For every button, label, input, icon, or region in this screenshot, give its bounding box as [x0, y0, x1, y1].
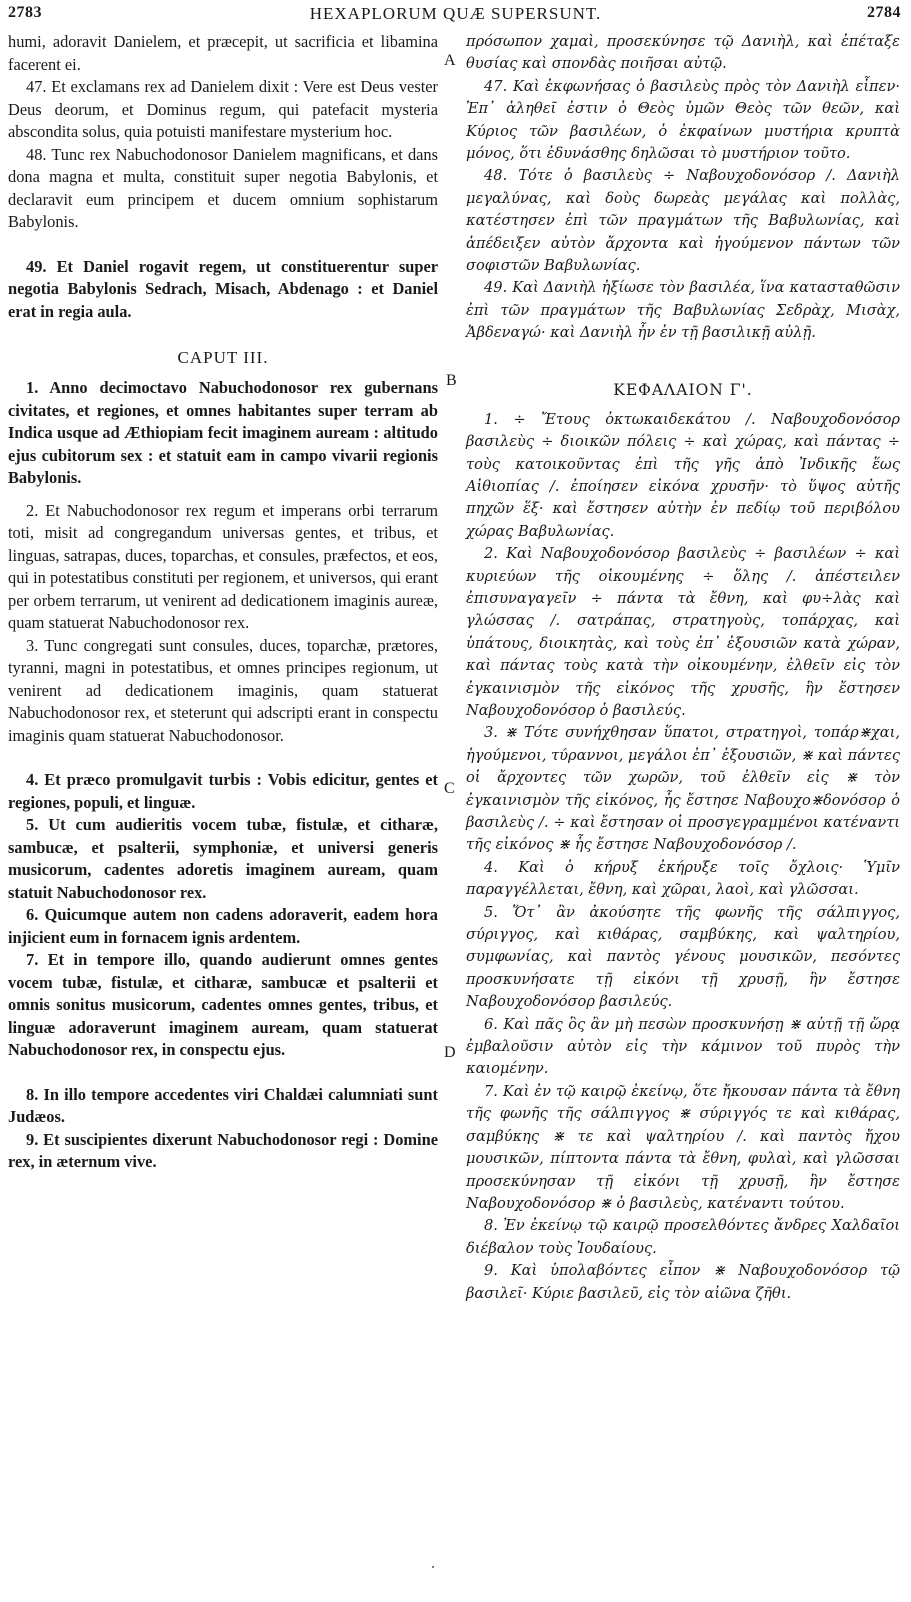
latin-verse-6: 6. Quicumque autem non cadens adoraverit, eadem hora injicient eum in fornacem ignis ardentem. — [8, 905, 438, 947]
margin-letter-c: C — [444, 780, 455, 797]
greek-verse-47: 47. Καὶ ἐκφωνήσας ὁ βασιλεὺς πρὸς τὸν Δανιὴλ εἶπεν· Ἐπ᾽ ἀληθεῖ ἐστιν ὁ Θεὸς ὑμῶν Θεὸς τῶν θεῶν, καὶ Κύριος τῶν βασιλέων, ὁ ἐκφαίνων μυστήρια κρυπτὰ μόνος, ὅτι ἐδυνάσθης δηλῶσαι τὸ μυστήριον τοῦτο. — [466, 77, 900, 163]
greek-verse-9: 9. Καὶ ὑπολαβόντες εἶπον ⋇ Ναβουχοδονόσορ τῷ βασιλεῖ· Κύριε βασιλεῦ, εἰς τὸν αἰῶνα ζῆθι. — [466, 1262, 900, 1302]
latin-verse-8: 8. In illo tempore accedentes viri Chaldæi calumniati sunt Judæos. — [8, 1084, 438, 1126]
latin-verse-4: 4. Et præco promulgavit turbis : Vobis edicitur, gentes et regiones, populi, et linguæ. — [8, 770, 438, 812]
greek-verse-1: 1. ÷ Ἔτους ὀκτωκαιδεκάτου /. Ναβουχοδονόσορ βασιλεὺς ÷ διοικῶν πόλεις ÷ καὶ χώρας, καὶ πάντας ÷ τοὺς κατοικοῦντας ἐπὶ τῆς γῆς ἀπὸ Ἰνδικῆς ἕως Αἰθιοπίας /. ἐποίησεν εἰκόνα χρυσῆν· τὸ ὕψος αὐτῆς πηχῶν ἕξ· καὶ ἔστησεν αὐτὴν ἐν πεδίῳ τοῦ περιβόλου χώρας Βαβυλωνίας. — [466, 410, 900, 540]
latin-verse-48: 48. Tunc rex Nabuchodonosor Danielem magnificans, et dans dona magna et multa, constituit super negotia Babylonis, et declaravit eum principem et ducem omnium sophistarum Babylonis. — [8, 144, 438, 231]
greek-verse-5: 5. Ὅτ᾽ ἂν ἀκούσητε τῆς φωνῆς τῆς σάλπιγγος, σύριγγος, καὶ κιθάρας, σαμβύκης, καὶ ψαλτηρίου, συμφωνίας, καὶ παντὸς γένους μουσικῶν, πεσόντες προσκυνήσατε τῇ εἰκόνι τῇ χρυσῇ, ἣν ἔστησε Ναβουχοδονόσορ βασιλεύς. — [466, 903, 900, 1011]
latin-verse-5: 5. Ut cum audieritis vocem tubæ, fistulæ, et citharæ, sambucæ, et psalterii, symphoniæ, et universi generis musicorum, cadentes adoretis imaginem auream, quam statuit Nabuchodonosor rex. — [8, 815, 438, 902]
greek-chapter-heading: ΚΕΦΑΛΑΙΟΝ Γ'. — [613, 380, 753, 399]
latin-paragraph: humi, adoravit Danielem, et præcepit, ut sacrificia et libamina facerent ei. — [8, 32, 438, 74]
stray-dot — [432, 1566, 434, 1568]
greek-verse-2: 2. Καὶ Ναβουχοδονόσορ βασιλεὺς ÷ βασιλέων ÷ καὶ κυριεύων τῆς οἰκουμένης ÷ ὅλης /. ἀπέστειλεν ἐπισυναγαγεῖν ÷ πάντα τὰ ἔθνη, καὶ φυ÷λὰς καὶ γλώσσας /. σατράπας, στρατηγοὺς, τοπάρχας, καὶ ὑπάτους, διοικητὰς, καὶ τοὺς ἐπ᾽ ἐξουσιῶν κατὰ χώραν, καὶ πάντας τοὺς κατὰ τὴν οἰκουμένην, ἐλθεῖν εἰς τὸν ἐγκαινισμὸν τῆς εἰκόνος τῆς χρυσῆς, ἣν ἔστησεν Ναβουχοδονόσορ ὁ βασιλεύς. — [466, 545, 900, 719]
latin-verse-2: 2. Et Nabuchodonosor rex regum et imperans orbi terrarum toti, misit ad congregandum universas gentes, et tribus, et linguas, satrapas, duces, toparchas, et consules, præfectos, et eos, qui in potestatibus constituti per regionem, et universos, qui erant per orbem terrarum, ut venirent ad dedicationem imaginis aureæ, quam statuerat Nabuchodonosor rex. — [8, 500, 438, 632]
margin-letter-d: D — [444, 1044, 456, 1061]
greek-verse-4: 4. Καὶ ὁ κήρυξ ἐκήρυξε τοῖς ὄχλοις· Ὑμῖν παραγγέλλεται, ἔθνη, καὶ χῶραι, λαοὶ, καὶ γλῶσσαι. — [466, 858, 900, 899]
greek-verse-48: 48. Τότε ὁ βασιλεὺς ÷ Ναβουχοδονόσορ /. Δανιὴλ μεγαλύνας, καὶ δοὺς δωρεὰς μεγάλας καὶ πολλὰς, κατέστησεν ἐπὶ τῶν πραγμάτων τῆς Βαβυλωνίας, καὶ ἀπέδειξεν αὐτὸν ἄρχοντα καὶ ἡγούμενον πάντων τῶν σοφιστῶν Βαβυλωνίας. — [466, 167, 900, 275]
greek-verse-3: 3. ⋇ Τότε συνήχθησαν ὕπατοι, στρατηγοὶ, τοπάρ⋇χαι, ἡγούμενοι, τύραννοι, μεγάλοι ἐπ᾽ ἐξουσιῶν, ⋇ καὶ πάντες οἱ ἄρχοντες τῶν χωρῶν, τοῦ ἐλθεῖν εἰς ⋇ τὸν ἐγκαινισμὸν τῆς εἰκόνος, ἧς ἔστησε Ναβουχο⋇δονόσορ ὁ βασιλεὺς /. ÷ καὶ ἔστησαν οἱ προσγεγραμμένοι κατέναντι τῆς εἰκόνος ⋇ ἧς ἔστησε Ναβουχοδονόσορ /. — [466, 724, 900, 854]
margin-letter-a: A — [444, 52, 456, 69]
latin-verse-49: 49. Et Daniel rogavit regem, ut constituerentur super negotia Babylonis Sedrach, Misach, Abdenago : et Daniel erat in regia aula. — [8, 256, 438, 321]
latin-column — [8, 31, 438, 1174]
greek-verse-8: 8. Ἐν ἐκείνῳ τῷ καιρῷ προσελθόντες ἄνδρες Χαλδαῖοι διέβαλον τοὺς Ἰουδαίους. — [466, 1217, 900, 1257]
page-number-right: 2784 — [867, 4, 901, 21]
page-header — [0, 0, 911, 24]
running-title: HEXAPLORUM QUÆ SUPERSUNT. — [309, 4, 602, 23]
latin-verse-3: 3. Tunc congregati sunt consules, duces, toparchæ, prætores, tyranni, magni in potestatibus, et omnes principes regionum, ut venirent ad dedicationem imaginis, quam statuerat Nabuchodonosor rex, et steterunt qui adscripti erant in conspectu imaginis quam statuerat Nabuchodonosor. — [8, 635, 438, 745]
latin-verse-47: 47. Et exclamans rex ad Danielem dixit : Vere est Deus vester Deus deorum, et Dominus regum, qui patefacit mysteria abscondita solus, quia potuisti manifestare mysterium hoc. — [8, 77, 438, 141]
greek-verse-49: 49. Καὶ Δανιὴλ ἠξίωσε τὸν βασιλέα, ἵνα κατασταθῶσιν ἐπὶ τῶν πραγμάτων τῆς Βαβυλωνίας Σεδρὰχ, Μισὰχ, Ἀβδεναγώ· καὶ Δανιὴλ ἦν ἐν τῇ βασιλικῇ αὐλῇ. — [466, 279, 900, 342]
greek-verse-7: 7. Καὶ ἐν τῷ καιρῷ ἐκείνῳ, ὅτε ἤκουσαν πάντα τὰ ἔθνη τῆς φωνῆς τῆς σάλπιγγος ⋇ σύριγγός τε καὶ κιθάρας, σαμβύκης ⋇ τε καὶ ψαλτηρίου /. καὶ παντὸς ἤχου μουσικῶν, πίπτοντα πάντα τὰ ἔθνη, φυλαὶ, καὶ γλῶσσαι προσεκύνησαν τῇ εἰκόνι τῇ χρυσῇ, ἣν ἔστησε Ναβουχοδονόσορ ⋇ ὁ βασιλεὺς, κατέναντι τούτου. — [466, 1082, 900, 1212]
latin-chapter-heading: CAPUT III. — [177, 348, 269, 367]
greek-paragraph: πρόσωπον χαμαὶ, προσεκύνησε τῷ Δανιὴλ, καὶ ἐπέταξε θυσίας καὶ σπονδὰς ποιῆσαι αὐτῷ. — [466, 33, 900, 73]
margin-letter-b: B — [446, 372, 457, 389]
latin-verse-9: 9. Et suscipientes dixerunt Nabuchodonosor regi : Domine rex, in æternum vive. — [8, 1129, 438, 1171]
greek-verse-6: 6. Καὶ πᾶς ὃς ἂν μὴ πεσὼν προσκυνήσῃ ⋇ αὐτῇ τῇ ὥρᾳ ἐμβαλοῦσιν αὐτὸν εἰς τὴν κάμινον τοῦ πυρὸς τὴν καιομένην. — [466, 1015, 900, 1078]
greek-column — [466, 31, 900, 1305]
page-number-left: 2783 — [8, 4, 42, 21]
latin-verse-7: 7. Et in tempore illo, quando audierunt omnes gentes vocem tubæ, fistulæ, et citharæ, sambucæ et psalterii et omnis sonitus musicorum, cadentes omnes gentes, tribus, et linguæ adoraverunt imaginem auream, quam statuerat Nabuchodonosor rex, in conspectu ejus. — [8, 950, 438, 1059]
latin-verse-1: 1. Anno decimoctavo Nabuchodonosor rex gubernans civitates, et regiones, et omnes habitantes super terram ab Indica usque ad Æthiopiam fecit imaginem auream : altitudo ejus cubitorum sex : et statuit eam in campo vivarii regionis Babylonis. — [8, 378, 438, 487]
